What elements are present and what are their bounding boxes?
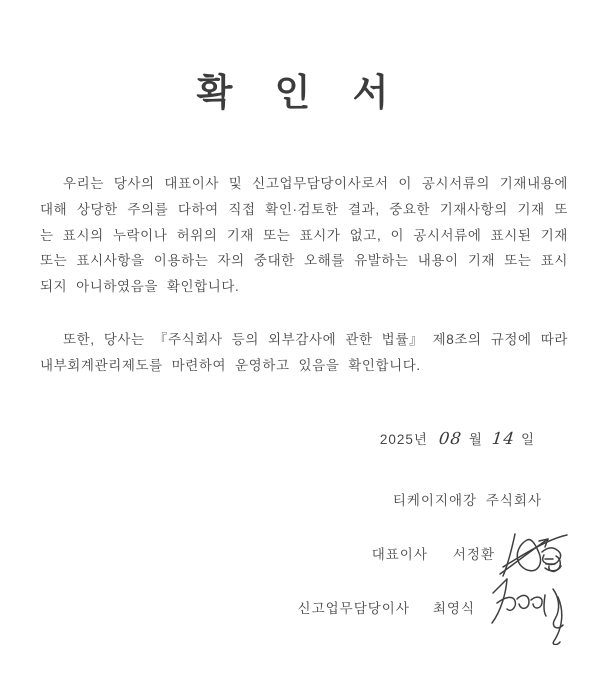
signer-role-ceo: 대표이사	[371, 547, 428, 562]
date-day-value-handwritten: 14	[490, 429, 516, 448]
signer-name-ceo: 서정환	[452, 547, 495, 562]
date-month-label: 월	[468, 432, 483, 447]
company-name: 티케이지애강 주식회사	[392, 493, 542, 508]
date-month-value-handwritten: 08	[437, 429, 463, 448]
date-year-label: 2025년	[379, 432, 428, 447]
signer-name-officer: 최영식	[432, 601, 475, 616]
confirmation-paragraph-2: 또한, 당사는 『주식회사 등의 외부감사에 관한 법률』 제8조의 규정에 따라 내부회계관리제도를 마련하여 운영하고 있음을 확인합니다.	[40, 332, 568, 373]
date-line	[380, 428, 535, 448]
officer-signature-scribble-icon	[485, 569, 575, 645]
date-day-label: 일	[520, 432, 535, 447]
signer-role-officer: 신고업무담당이사	[297, 601, 410, 616]
confirmation-paragraph-1: 우리는 당사의 대표이사 및 신고업무담당이사로서 이 공시서류의 기재내용에 대해 상당한 주의를 다하여 직접 확인·검토한 결과, 중요한 기재사항의 기재 또는 표시의 누락이나 허위의 기재 또는 표시가 없고, 이 공시서류에 표시된 기재 또는 표시사항을 이용하는 자의 중대한 오해를 유발하는 내용이 기재 또는 표시되지 아니하였음을 확인합니다.	[40, 176, 568, 295]
signer-row-ceo	[372, 544, 570, 562]
signer-row-officer	[298, 598, 575, 616]
document-title: 확 인 서	[196, 72, 405, 113]
